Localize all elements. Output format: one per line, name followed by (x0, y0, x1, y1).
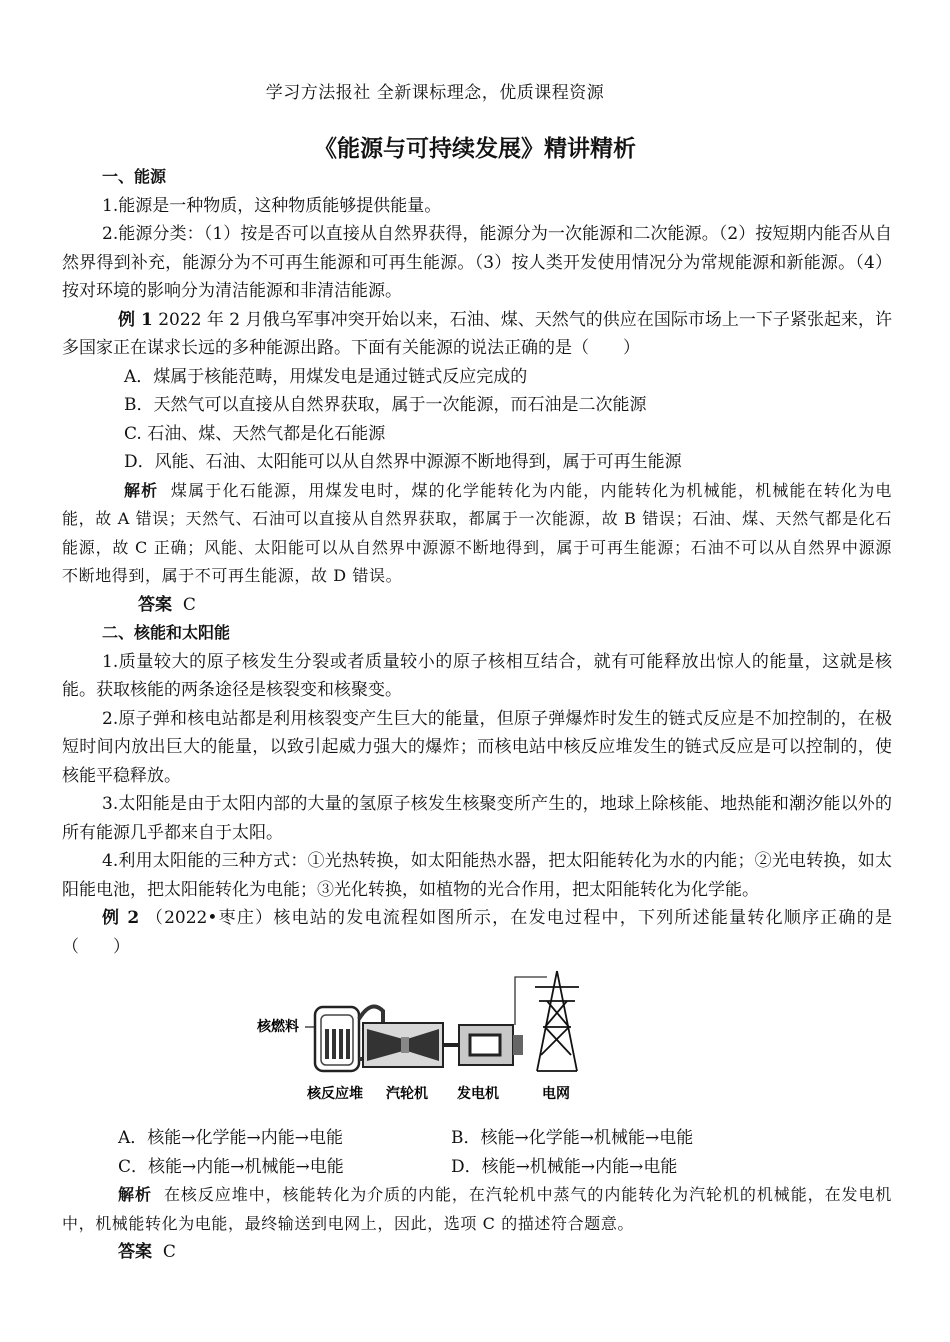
section-heading-nuclear-solar: 二、核能和太阳能 (102, 623, 231, 642)
example-2-stem (62, 904, 892, 961)
paragraph: 4.利用太阳能的三种方式：①光热转换，如太阳能热水器，把太阳能转化为水的内能；②光电转换，如太阳能电池，把太阳能转化为电能；③光化转换，如植物的光合作用，把太阳能转化为化学能。 (62, 851, 892, 900)
option-d: D．核能→机械能→内能→电能 (451, 1156, 678, 1177)
nuclear-plant-diagram (62, 967, 892, 1120)
paragraph: 3.太阳能是由于太阳内部的大量的氢原子核发生核聚变所产生的，地球上除核能、地热能和潮汐能以外的所有能源几乎都来自于太阳。 (62, 794, 892, 843)
diagram-label-turbine: 汽轮机 (386, 1086, 428, 1102)
paragraph: 1.质量较大的原子核发生分裂或者质量较小的原子核相互结合，就有可能释放出惊人的能量，这就是核能。获取核能的两条途径是核裂变和核聚变。 (62, 651, 892, 700)
option-b: B．核能→化学能→机械能→电能 (451, 1128, 694, 1148)
section-heading-energy: 一、能源 (102, 167, 167, 186)
page-header: 学习方法报社 全新课标理念，优质课程资源 (265, 83, 605, 103)
option-d: D．风能、石油、太阳能可以从自然界中源源不断地得到，属于可再生能源 (124, 452, 682, 472)
example-1-stem (62, 306, 892, 363)
example-label: 例 1 (118, 309, 153, 330)
answer-value: C (182, 594, 196, 615)
example-2-analysis (62, 1181, 892, 1238)
option-a: A．核能→化学能→内能→电能 (118, 1128, 344, 1148)
analysis-label: 解析 (118, 1185, 152, 1204)
answer-label: 答案 (118, 1242, 152, 1262)
fuel-label: 核燃料 (257, 1019, 299, 1035)
option-b: B．天然气可以直接从自然界获取，属于一次能源，而石油是二次能源 (124, 395, 647, 415)
example-label: 例 2 (102, 908, 140, 928)
option-c: C．核能→内能→机械能→电能 (118, 1156, 344, 1177)
turbine-icon (363, 1023, 459, 1067)
page-title: 《能源与可持续发展》精讲精析 (314, 136, 636, 162)
example-stem-text: 2022 年 2 月俄乌军事冲突开始以来，石油、煤、天然气的供应在国际市场上一下子紧张起来，许多国家正在谋求长远的多种能源出路。下面有关能源的说法正确的是（ ） (62, 309, 893, 358)
example-stem-text: （2022•枣庄）核电站的发电流程如图所示，在发电过程中，下列所述能量转化顺序正确的是（ ） (62, 908, 892, 957)
example-2-options-row (62, 1153, 892, 1182)
option-c: C. 石油、煤、天然气都是化石能源 (124, 423, 386, 444)
example-1-answer (62, 591, 892, 620)
paragraph: 2.能源分类：（1）按是否可以直接从自然界获得，能源分为一次能源和二次能源。（2）按短期内能否从自然界得到补充，能源分为不可再生能源和可再生能源。（3）按人类开发使用情况分为常规能源和新能源。（4）按对环境的影响分为清洁能源和非清洁能源。 (62, 224, 892, 301)
answer-value: C (162, 1242, 176, 1262)
paragraph: 2.原子弹和核电站都是利用核裂变产生巨大的能量，但原子弹爆炸时发生的链式反应是不加控制的，在极短时间内放出巨大的能量，以致引起威力强大的爆炸；而核电站中核反应堆发生的链式反应是可以控制的，使核能平稳释放。 (62, 708, 892, 786)
document-body (62, 163, 892, 1267)
example-2-options-row (62, 1124, 892, 1153)
example-1-analysis (62, 477, 892, 591)
answer-label: 答案 (138, 594, 172, 615)
generator-icon (459, 1025, 523, 1065)
power-grid-icon (535, 971, 579, 1071)
diagram-label-generator: 发电机 (457, 1086, 499, 1102)
option-a: A．煤属于核能范畴，用煤发电是通过链式反应完成的 (124, 366, 528, 387)
analysis-text: 在核反应堆中，核能转化为介质的内能，在汽轮机中蒸气的内能转化为汽轮机的机械能，在发电机中，机械能转化为电能，最终输送到电网上，因此，选项 C 的描述符合题意。 (62, 1185, 893, 1233)
example-2-answer (62, 1238, 892, 1267)
paragraph: 1.能源是一种物质，这种物质能够提供能量。 (102, 195, 442, 216)
diagram-label-grid: 电网 (542, 1086, 570, 1102)
analysis-text: 煤属于化石能源，用煤发电时，煤的化学能转化为内能，内能转化为机械能，机械能在转化为电能，故 A 错误；天然气、石油可以直接从自然界获取，都属于一次能源，故 B 错误；石油、煤、天然气都是化石能源，故 C 正确；风能、太阳能可以从自然界中源源不断地得到，属于可再生能源；石油不可以从自然界中源源不断地得到，属于不可再生能源，故 D 错误。 (62, 480, 893, 585)
diagram-label-reactor: 核反应堆 (307, 1086, 363, 1102)
analysis-label: 解析 (124, 480, 159, 500)
